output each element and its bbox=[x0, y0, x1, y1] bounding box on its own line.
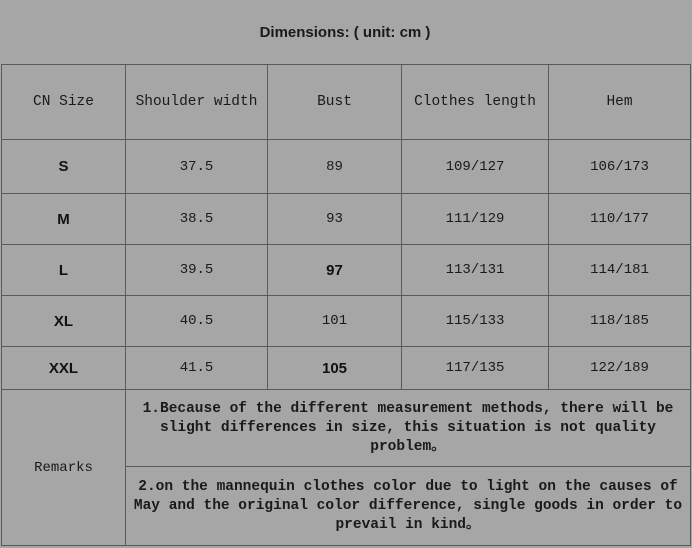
header-row bbox=[2, 65, 691, 140]
size-cell: S bbox=[2, 140, 126, 194]
bust-cell: 97 bbox=[268, 245, 402, 296]
hem-cell: 110/177 bbox=[549, 194, 691, 245]
hem-cell: 122/189 bbox=[549, 347, 691, 390]
table-row bbox=[2, 245, 691, 296]
length-cell: 113/131 bbox=[402, 245, 549, 296]
header-hem: Hem bbox=[549, 65, 691, 140]
hem-cell: 114/181 bbox=[549, 245, 691, 296]
header-bust: Bust bbox=[268, 65, 402, 140]
size-table bbox=[1, 64, 691, 546]
remarks-row bbox=[2, 390, 691, 467]
size-cell: XL bbox=[2, 296, 126, 347]
shoulder-cell: 37.5 bbox=[126, 140, 268, 194]
table-row bbox=[2, 296, 691, 347]
size-cell: XXL bbox=[2, 347, 126, 390]
length-cell: 117/135 bbox=[402, 347, 549, 390]
table-title: Dimensions: ( unit: cm ) bbox=[1, 1, 689, 65]
shoulder-cell: 40.5 bbox=[126, 296, 268, 347]
hem-cell: 118/185 bbox=[549, 296, 691, 347]
table-row bbox=[2, 194, 691, 245]
bust-cell: 93 bbox=[268, 194, 402, 245]
bust-cell: 89 bbox=[268, 140, 402, 194]
header-shoulder-width: Shoulder width bbox=[126, 65, 268, 140]
shoulder-cell: 41.5 bbox=[126, 347, 268, 390]
length-cell: 115/133 bbox=[402, 296, 549, 347]
header-cn-size: CN Size bbox=[2, 65, 126, 140]
size-cell: M bbox=[2, 194, 126, 245]
length-cell: 111/129 bbox=[402, 194, 549, 245]
remark-item: 2.on the mannequin clothes color due to light on the causes of May and the original color difference, single goods in order to prevail in kind。 bbox=[126, 467, 691, 546]
remarks-label: Remarks bbox=[2, 390, 126, 546]
bust-cell: 101 bbox=[268, 296, 402, 347]
remark-item: 1.Because of the different measurement methods, there will be slight differences in size, this situation is not quality problem。 bbox=[126, 390, 691, 467]
size-cell: L bbox=[2, 245, 126, 296]
table-row bbox=[2, 140, 691, 194]
shoulder-cell: 38.5 bbox=[126, 194, 268, 245]
table-row bbox=[2, 347, 691, 390]
shoulder-cell: 39.5 bbox=[126, 245, 268, 296]
header-clothes-length: Clothes length bbox=[402, 65, 549, 140]
hem-cell: 106/173 bbox=[549, 140, 691, 194]
length-cell: 109/127 bbox=[402, 140, 549, 194]
bust-cell: 105 bbox=[268, 347, 402, 390]
